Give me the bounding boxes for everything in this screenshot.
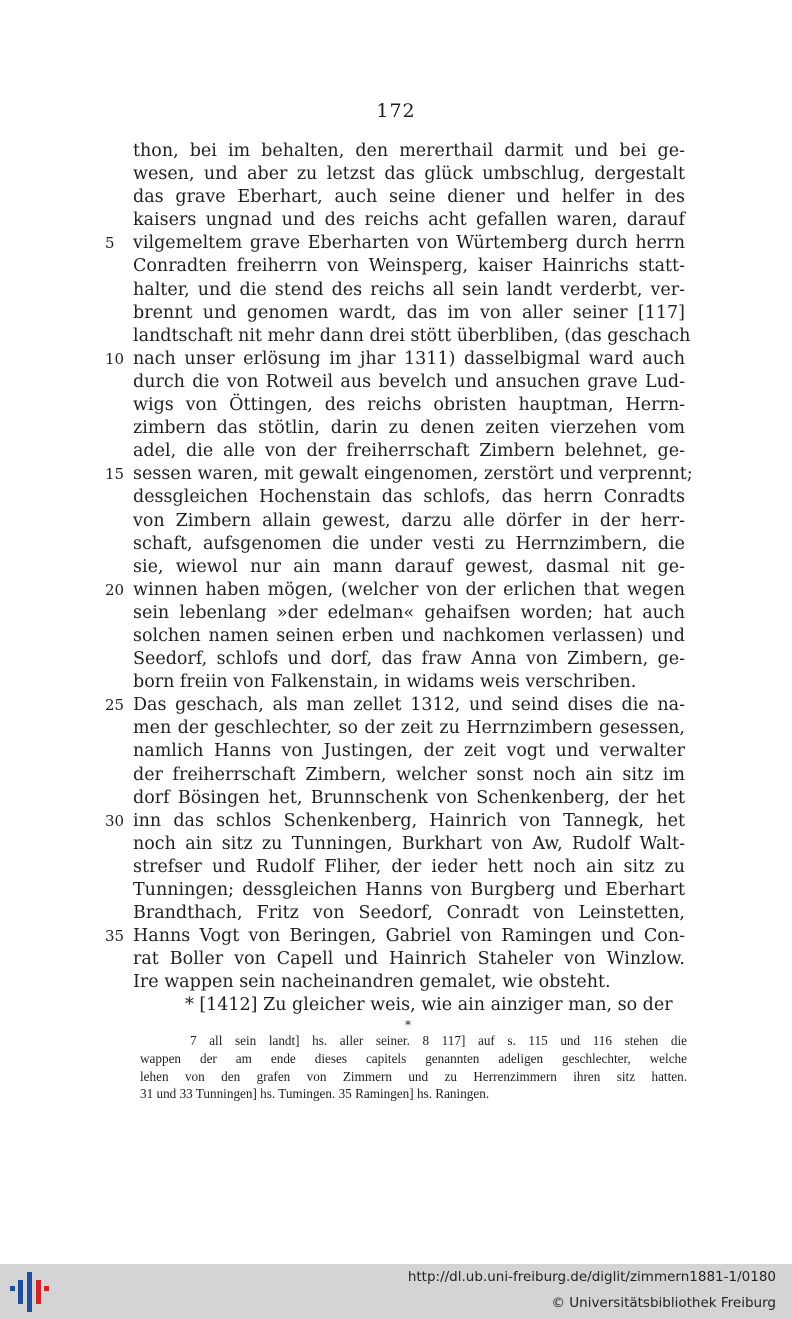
- text-line: [105, 579, 685, 602]
- text-line: [105, 948, 685, 971]
- text-line: [105, 971, 685, 994]
- text-line: [105, 994, 685, 1017]
- line-number: 35: [105, 927, 125, 946]
- line-number: 30: [105, 811, 125, 830]
- text-line: [105, 186, 685, 209]
- source-url[interactable]: http://dl.ub.uni-freiburg.de/diglit/zimmern1881-1/0180: [407, 1269, 776, 1285]
- line-text: solchen namen seinen erben und nachkomen verlassen) und: [133, 625, 685, 646]
- text-line: [105, 510, 685, 533]
- line-text: kaisers ungnad und des reichs acht gefallen waren, darauf: [133, 210, 685, 231]
- line-text: sie, wiewol nur ain mann darauf gewest, dasmal nit ge-: [133, 556, 685, 577]
- line-text: Das geschach, als man zellet 1312, und seind dises die na-: [133, 695, 685, 716]
- text-line: [105, 740, 685, 763]
- line-number: 20: [105, 580, 125, 599]
- text-line: [105, 232, 685, 255]
- text-line: [105, 394, 685, 417]
- line-text: schaft, aufsgenomen die under vesti zu Herrnzimbern, die: [133, 533, 685, 554]
- line-text: namlich Hanns von Justingen, der zeit vogt und verwalter: [133, 741, 685, 762]
- footer-bar: [0, 1264, 792, 1319]
- line-text: * [1412] Zu gleicher weis, wie ain ainziger man, so der: [185, 995, 673, 1016]
- text-line: [105, 209, 685, 232]
- text-line: [105, 371, 685, 394]
- ub-freiburg-logo-icon[interactable]: [10, 1272, 50, 1312]
- line-text: das grave Eberhart, auch seine diener und helfer in des: [133, 187, 685, 208]
- line-text: Brandthach, Fritz von Seedorf, Conradt von Leinstetten,: [133, 903, 685, 924]
- line-text: wigs von Öttingen, des reichs obristen hauptman, Herrn-: [133, 395, 685, 416]
- text-line: [105, 163, 685, 186]
- text-line: [105, 417, 685, 440]
- footnotes: [140, 1032, 687, 1103]
- line-text: brennt und genomen wardt, das im von aller seiner [117]: [133, 302, 685, 323]
- line-text: landtschaft nit mehr dann drei stött überbliben, (das geschach: [133, 325, 691, 346]
- text-line: [105, 648, 685, 671]
- copyright-text: © Universitätsbibliothek Freiburg: [551, 1295, 776, 1311]
- line-text: winnen haben mögen, (welcher von der erlichen that wegen: [133, 579, 685, 600]
- text-line: [105, 833, 685, 856]
- line-text: strefser und Rudolf Fliher, der ieder hett noch ain sitz zu: [133, 856, 685, 877]
- text-line: [105, 671, 685, 694]
- text-line: [105, 810, 685, 833]
- text-line: [105, 440, 685, 463]
- line-text: halter, und die stend des reichs all sein landt verderbt, ver-: [133, 279, 685, 300]
- text-line: [105, 925, 685, 948]
- footnote-line: lehen von den grafen von Zimmern und zu Herrenzimmern ihren sitz hatten.: [140, 1068, 687, 1084]
- line-text: dessgleichen Hochenstain das schlofs, das herrn Conradts: [133, 487, 685, 508]
- line-number: 25: [105, 696, 125, 715]
- footnote-line: 7 all sein landt] hs. aller seiner. 8 117] auf s. 115 und 116 stehen die: [190, 1033, 687, 1048]
- line-text: Tunningen; dessgleichen Hanns von Burgberg und Eberhart: [133, 880, 685, 900]
- line-text: nach unser erlösung im jhar 1311) dasselbigmal ward auch: [133, 348, 685, 369]
- line-text: thon, bei im behalten, den mererthail darmit und bei ge-: [133, 141, 685, 161]
- text-line: [105, 279, 685, 302]
- text-line: [105, 787, 685, 810]
- text-line: [105, 879, 685, 902]
- line-number: 10: [105, 349, 125, 368]
- line-text: Ire wappen sein nacheinandren gemalet, wie obsteht.: [133, 972, 611, 993]
- footnote-line: 31 und 33 Tunningen] hs. Tumingen. 35 Ramingen] hs. Raningen.: [140, 1086, 490, 1102]
- text-line: [105, 902, 685, 925]
- line-text: men der geschlechter, so der zeit zu Herrnzimbern gesessen,: [133, 718, 685, 739]
- text-line: [105, 486, 685, 509]
- text-line: [105, 140, 685, 163]
- line-text: born freiin von Falkenstain, in widams weis verschriben.: [133, 672, 637, 693]
- page-number: 172: [376, 100, 416, 122]
- text-line: [105, 325, 691, 348]
- text-line: [105, 625, 685, 648]
- text-line: [105, 856, 685, 879]
- line-text: inn das schlos Schenkenberg, Hainrich von Tannegk, het: [133, 810, 685, 831]
- line-text: dorf Bösingen het, Brunnschenk von Schenkenberg, der het: [133, 787, 685, 808]
- text-line: [105, 255, 685, 278]
- line-text: sein lebenlang »der edelman« gehaifsen worden; hat auch: [133, 602, 685, 623]
- main-text: [105, 140, 693, 1018]
- line-text: adel, die alle von der freiherrschaft Zimbern belehnet, ge-: [133, 441, 685, 462]
- line-text: von Zimbern allain gewest, darzu alle dörfer in der herr-: [133, 510, 685, 531]
- line-text: rat Boller von Capell und Hainrich Staheler von Winzlow.: [133, 949, 685, 970]
- line-text: sessen waren, mit gewalt eingenomen, zerstört und verprennt;: [133, 464, 693, 485]
- text-line: [105, 717, 685, 740]
- line-text: der freiherrschaft Zimbern, welcher sonst noch ain sitz im: [133, 764, 685, 785]
- line-text: durch die von Rotweil aus bevelch und ansuchen grave Lud-: [133, 371, 685, 392]
- text-line: [105, 602, 685, 625]
- text-line: [105, 348, 685, 371]
- text-line: [105, 556, 685, 579]
- line-text: Conradten freiherrn von Weinsperg, kaiser Hainrichs statt-: [133, 256, 685, 277]
- line-text: vilgemeltem grave Eberharten von Würtemberg durch herrn: [133, 233, 685, 254]
- line-text: noch ain sitz zu Tunningen, Burkhart von Aw, Rudolf Walt-: [133, 833, 685, 854]
- line-text: wesen, und aber zu letzst das glück umbschlug, dergestalt: [133, 164, 685, 185]
- line-text: Hanns Vogt von Beringen, Gabriel von Ramingen und Con-: [133, 926, 685, 947]
- text-line: [105, 463, 693, 486]
- footnote-marker: *: [405, 1018, 411, 1032]
- line-number: 15: [105, 465, 125, 484]
- text-line: [105, 694, 685, 717]
- text-line: [105, 302, 685, 325]
- line-text: Seedorf, schlofs und dorf, das fraw Anna von Zimbern, ge-: [133, 649, 685, 670]
- line-number: 5: [105, 234, 115, 253]
- footnote-line: wappen der am ende dieses capitels genannten adeligen geschlechter, welche: [140, 1050, 687, 1066]
- text-line: [105, 533, 685, 556]
- line-text: zimbern das stötlin, darin zu denen zeiten vierzehen vom: [133, 418, 685, 439]
- text-line: [105, 764, 685, 787]
